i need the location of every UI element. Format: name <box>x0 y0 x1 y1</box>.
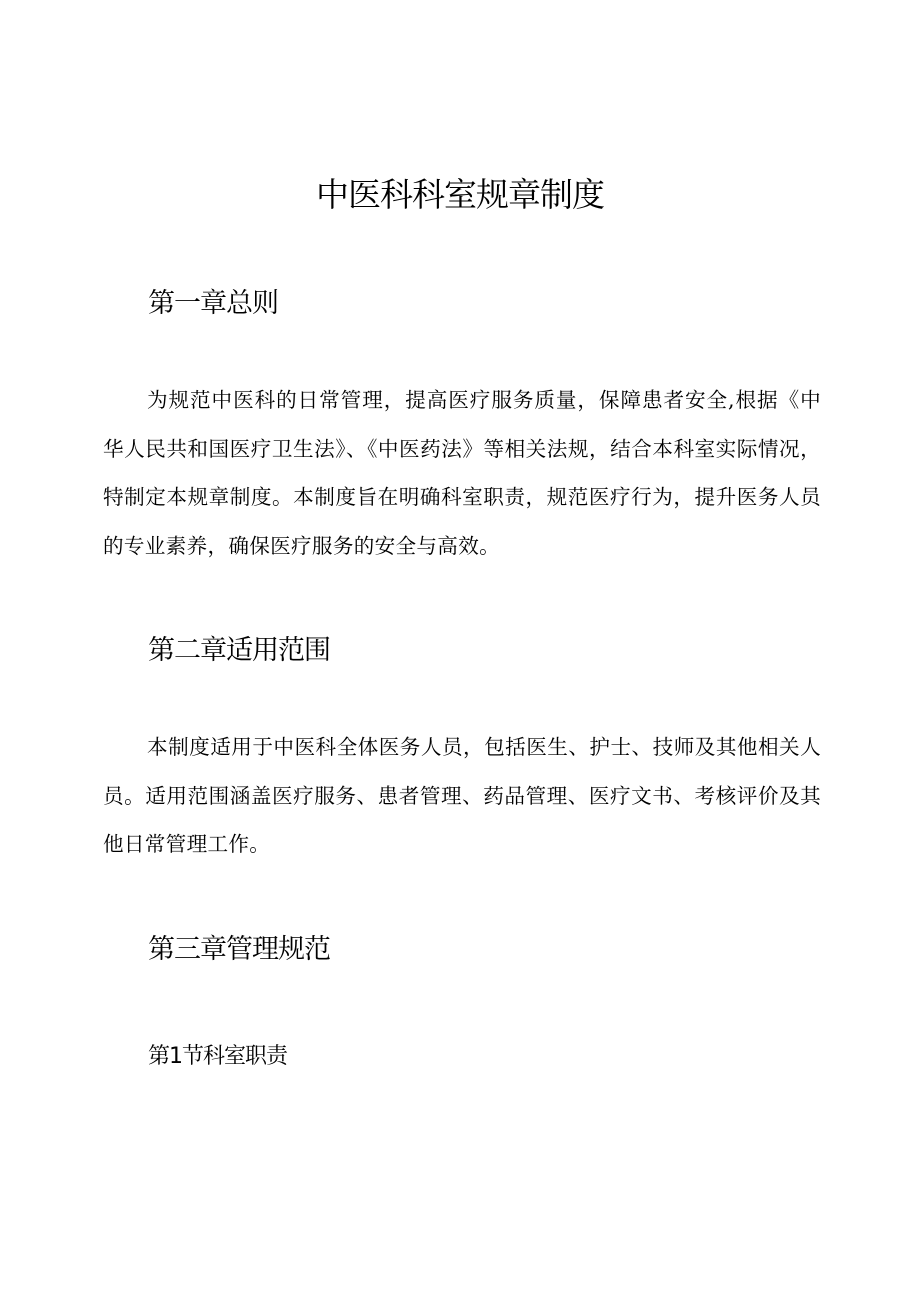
chapter-2-paragraph: 本制度适用于中医科全体医务人员，包括医生、护士、技师及其他相关人员。适用范围涵盖医疗服务、患者管理、药品管理、医疗文书、考核评价及其他日常管理工作。 <box>103 735 821 856</box>
document-title: 中医科科室规章制度 <box>316 175 604 214</box>
chapter-1-paragraph: 为规范中医科的日常管理，提高医疗服务质量，保障患者安全,根据《中华人民共和国医疗卫生法》、《中医药法》等相关法规，结合本科室实际情况，特制定本规章制度。本制度旨在明确科室职责，规范医疗行为，提升医务人员的专业素养，确保医疗服务的安全与高效。 <box>103 388 821 558</box>
chapter-1-heading: 第一章总则 <box>148 288 278 319</box>
section-1-heading: 第1节科室职责 <box>148 1044 287 1069</box>
chapter-2-heading: 第二章适用范围 <box>148 635 330 666</box>
chapter-3-heading: 第三章管理规范 <box>148 934 330 965</box>
